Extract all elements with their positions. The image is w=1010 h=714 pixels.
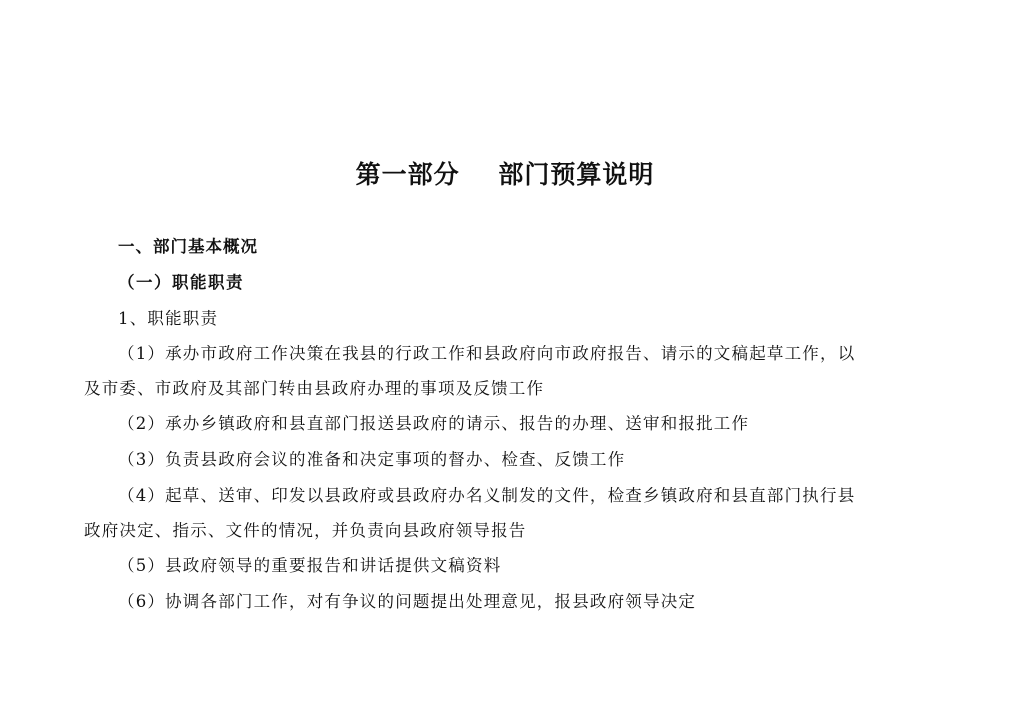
- paragraph-1-line-2: 及市委、市政府及其部门转由县政府办理的事项及反馈工作: [84, 379, 545, 398]
- page-title: 第一部分 部门预算说明: [355, 160, 655, 189]
- paragraph-1-line-1: （1）承办市政府工作决策在我县的行政工作和县政府向市政府报告、请示的文稿起草工作，以: [118, 344, 856, 363]
- paragraph-3: （3）负责县政府会议的准备和决定事项的督办、检查、反馈工作: [118, 450, 626, 469]
- item-heading: 1、职能职责: [118, 309, 219, 328]
- section-heading: 一、部门基本概况: [118, 237, 258, 256]
- paragraph-4-line-2: 政府决定、指示、文件的情况，并负责向县政府领导报告: [84, 521, 527, 540]
- paragraph-4-line-1: （4）起草、送审、印发以县政府或县政府办名义制发的文件，检查乡镇政府和县直部门执行县: [118, 486, 856, 505]
- paragraph-2: （2）承办乡镇政府和县直部门报送县政府的请示、报告的办理、送审和报批工作: [118, 414, 750, 433]
- paragraph-6: （6）协调各部门工作，对有争议的问题提出处理意见，报县政府领导决定: [118, 592, 697, 611]
- paragraph-5: （5）县政府领导的重要报告和讲话提供文稿资料: [118, 556, 502, 575]
- subsection-heading: （一）职能职责: [118, 273, 244, 292]
